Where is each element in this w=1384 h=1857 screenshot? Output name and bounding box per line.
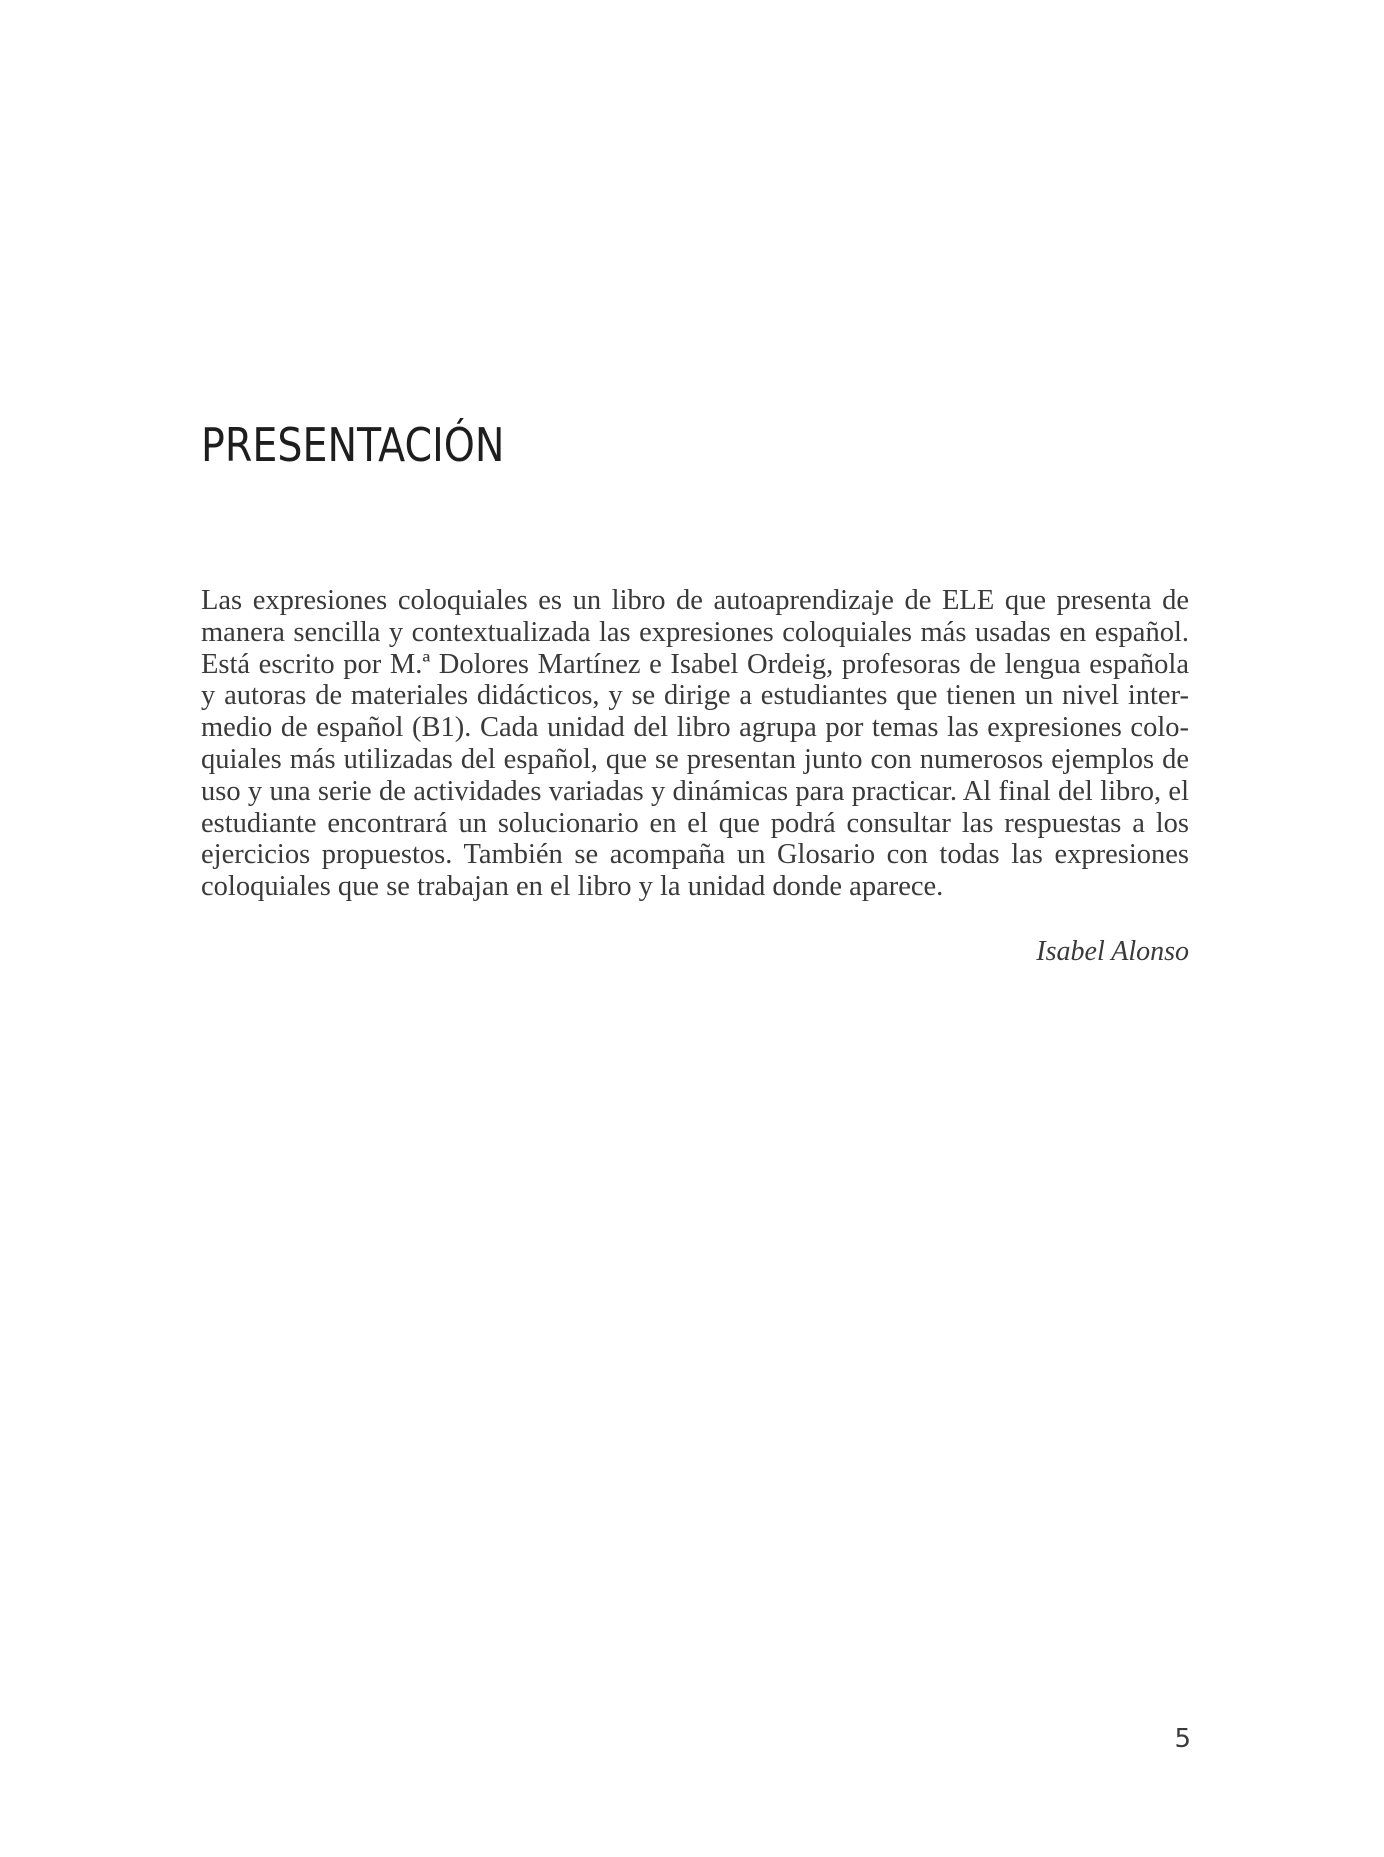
paragraph-line: medio de español (B1). Cada unidad del libro agrupa por temas las expresiones colo- [201,712,1189,744]
author-signature: Isabel Alonso [1036,936,1189,967]
paragraph-line: y autoras de materiales didácticos, y se dirige a estudiantes que tienen un nivel inter- [201,680,1189,712]
paragraph-line: quiales más utilizadas del español, que se presentan junto con numerosos ejemplos de [201,743,1189,775]
page-number: 5 [1174,1724,1191,1754]
paragraph-line: uso y una serie de actividades variadas y dinámicas para practicar. Al final del libro, el [201,775,1189,807]
paragraph-line: Está escrito por M.ª Dolores Martínez e Isabel Ordeig, profesoras de lengua española [201,648,1189,680]
paragraph-line: Las expresiones coloquiales es un libro de autoaprendizaje de ELE que presenta de [201,585,1189,616]
paragraph-line: estudiante encontrará un solucionario en el que podrá consultar las respuestas a los [201,807,1189,839]
presentation-paragraph [201,585,1189,903]
paragraph-line: manera sencilla y contextualizada las expresiones coloquiales más usadas en español. [201,616,1189,648]
paragraph-line: ejercicios propuestos. También se acompaña un Glosario con todas las expresiones [201,839,1189,871]
paragraph-line: coloquiales que se trabajan en el libro y la unidad donde aparece. [201,871,944,903]
page-title: PRESENTACIÓN [201,418,505,472]
